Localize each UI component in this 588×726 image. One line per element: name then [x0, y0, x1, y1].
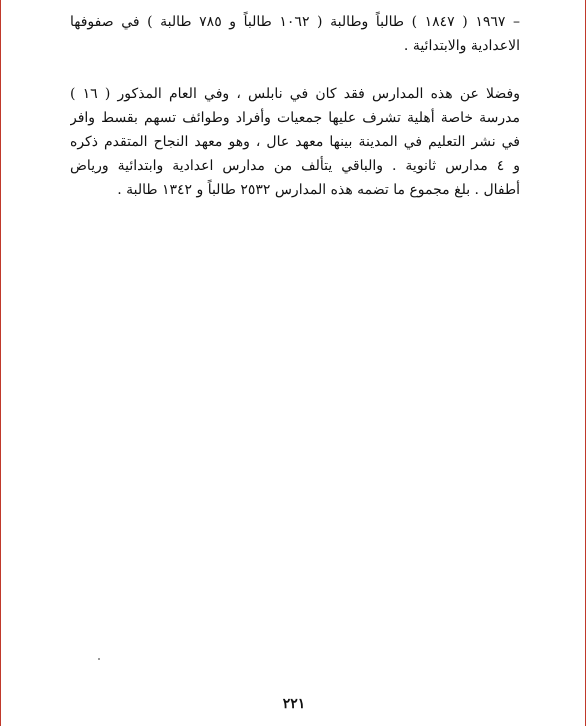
paragraph-2-line-3: في نشر التعليم في المدينة بينها معهد عال ، وهو معهد النجاح المتقدم ذكره [70, 134, 520, 150]
scan-speck [98, 658, 100, 660]
paragraph-2-line-2: مدرسة خاصة أهلية تشرف عليها جمعيات وأفراد وطوائف تسهم بقسط وافر [70, 110, 520, 126]
paragraph-1-line-2: الاعدادية والابتدائية . [403, 38, 520, 54]
paragraph-2-line-1: وفضلا عن هذه المدارس فقد كان في نابلس ، وفي العام المذكور ( ١٦ ) [70, 86, 520, 102]
page-number: ٢٢١ [282, 696, 306, 712]
paragraph-2-line-4: و ٤ مدارس ثانوية . والباقي يتألف من مدارس اعدادية وابتدائية ورياض [70, 158, 520, 174]
paragraph-2 [70, 82, 520, 202]
document-page [70, 10, 520, 202]
paragraph-gap [70, 58, 520, 82]
paragraph-1-line-1: – ١٩٦٧ ( ١٨٤٧ ) طالباً وطالبة ( ١٠٦٢ طالباً و ٧٨٥ طالبة ) في صفوفها [70, 14, 520, 30]
paragraph-2-line-5: أطفال . بلغ مجموع ما تضمه هذه المدارس ٢٥٣٢ طالباً و ١٣٤٢ طالبة . [117, 182, 520, 198]
paragraph-1 [70, 10, 520, 58]
